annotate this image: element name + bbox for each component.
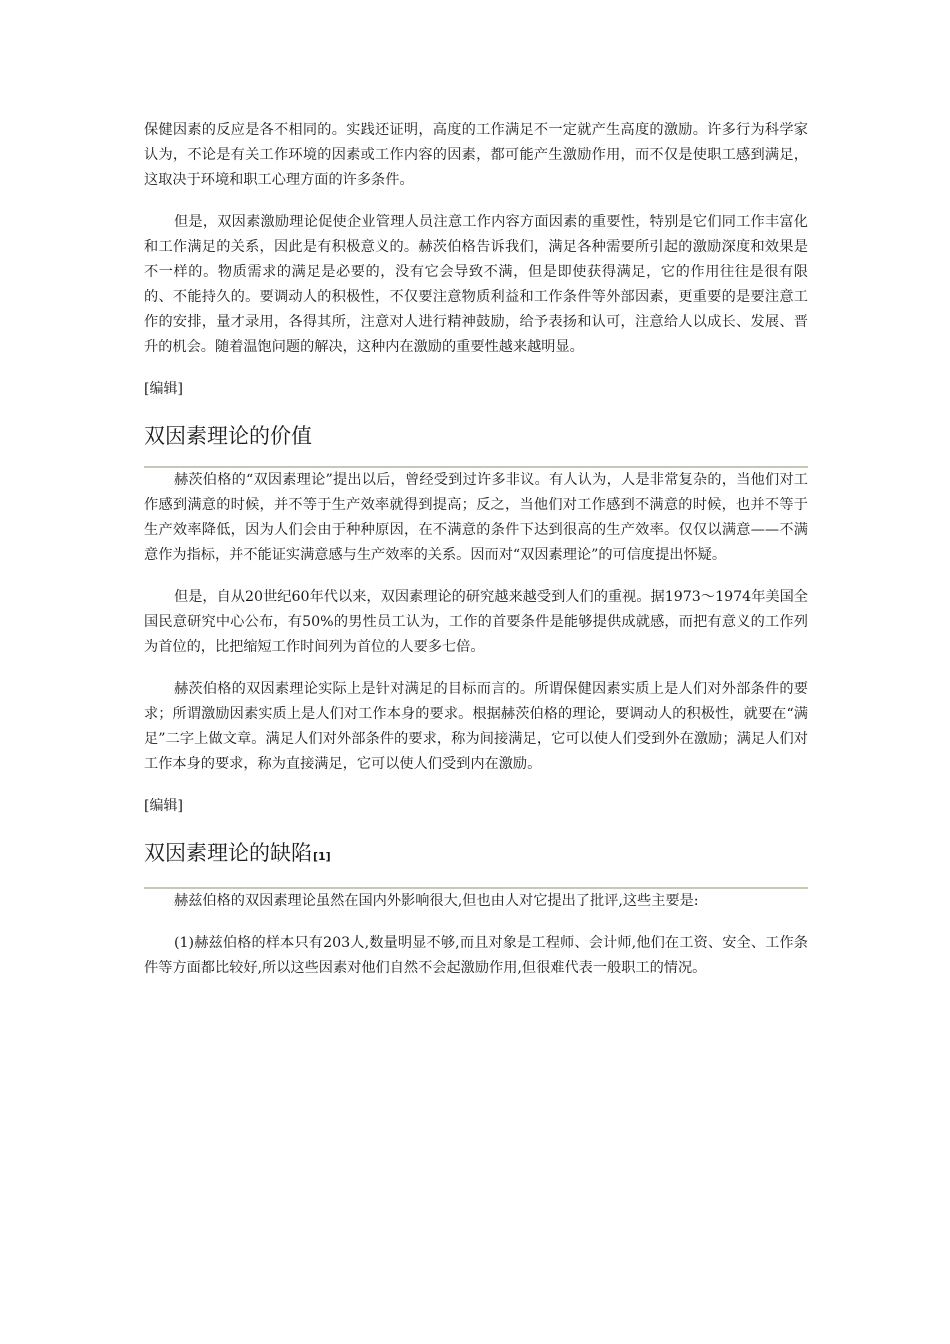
section-title: 双因素理论的价值 xyxy=(144,424,312,448)
paragraph-criticism: 赫茨伯格的“双因素理论”提出以后，曾经受到过许多非议。有人认为，人是非常复杂的，当他们对工作感到满意的时候，并不等于生产效率就得到提高；反之，当他们对工作感到不满意的时候，也并不等于生产效率降低，因为人们会由于种种原因，在不满意的条件下达到很高的生产效率。仅仅以满意——不满意作为指标，并不能证实满意感与生产效率的关系。因而对“双因素理论”的可信度提出怀疑。 xyxy=(144,472,808,563)
paragraph-two-factor-significance: 但是，双因素激励理论促使企业管理人员注意工作内容方面因素的重要性，特别是它们同工作丰富化和工作满足的关系，因此是有积极意义的。赫茨伯格告诉我们，满足各种需要所引起的激励深度和效果是不一样的。物质需求的满足是必要的，没有它会导致不满，但是即使获得满足，它的作用往往是很有限的、不能持久的。要调动人的积极性，不仅要注意物质利益和工作条件等外部因素，更重要的是要注意工作的安排，量才录用，各得其所，注意对人进行精神鼓励，给予表扬和认可，注意给人以成长、发展、晋升的机会。随着温饱问题的解决，这种内在激励的重要性越来越明显。 xyxy=(144,214,808,355)
document-page xyxy=(144,118,808,998)
section-heading-defects xyxy=(144,837,808,889)
paragraph-defect-1: (1)赫兹伯格的样本只有203人,数量明显不够,而且对象是工程师、会计师,他们在工资、安全、工作条件等方面都比较好,所以这些因素对他们自然不会起激励作用,但很难代表一般职工的情况。 xyxy=(144,935,808,976)
reference-link[interactable]: [1] xyxy=(313,850,331,863)
paragraph-satisfaction: 赫茨伯格的双因素理论实际上是针对满足的目标而言的。所谓保健因素实质上是人们对外部条件的要求；所谓激励因素实质上是人们对工作本身的要求。根据赫茨伯格的理论，要调动人的积极性，就要在“满足”二字上做文章。满足人们对外部条件的要求，称为间接满足，它可以使人们受到外在激励；满足人们对工作本身的要求，称为直接满足，它可以使人们受到内在激励。 xyxy=(144,681,808,772)
section-heading-value xyxy=(144,420,808,468)
section-title: 双因素理论的缺陷 xyxy=(144,841,312,865)
edit-link[interactable]: [编辑] xyxy=(144,381,183,397)
paragraph-hygiene-response: 保健因素的反应是各不相同的。实践还证明，高度的工作满足不一定就产生高度的激励。许多行为科学家认为，不论是有关工作环境的因素或工作内容的因素，都可能产生激励作用，而不仅是使职工感到满足，这取决于环境和职工心理方面的许多条件。 xyxy=(144,122,808,188)
paragraph-survey: 但是，自从20世纪60年代以来，双因素理论的研究越来越受到人们的重视。据1973～1974年美国全国民意研究中心公布，有50%的男性员工认为，工作的首要条件是能够提供成就感，而把有意义的工作列为首位的，比把缩短工作时间列为首位的人要多七倍。 xyxy=(144,589,808,655)
paragraph-defects-intro: 赫兹伯格的双因素理论虽然在国内外影响很大,但也由人对它提出了批评,这些主要是: xyxy=(174,893,699,909)
edit-link[interactable]: [编辑] xyxy=(144,798,183,814)
